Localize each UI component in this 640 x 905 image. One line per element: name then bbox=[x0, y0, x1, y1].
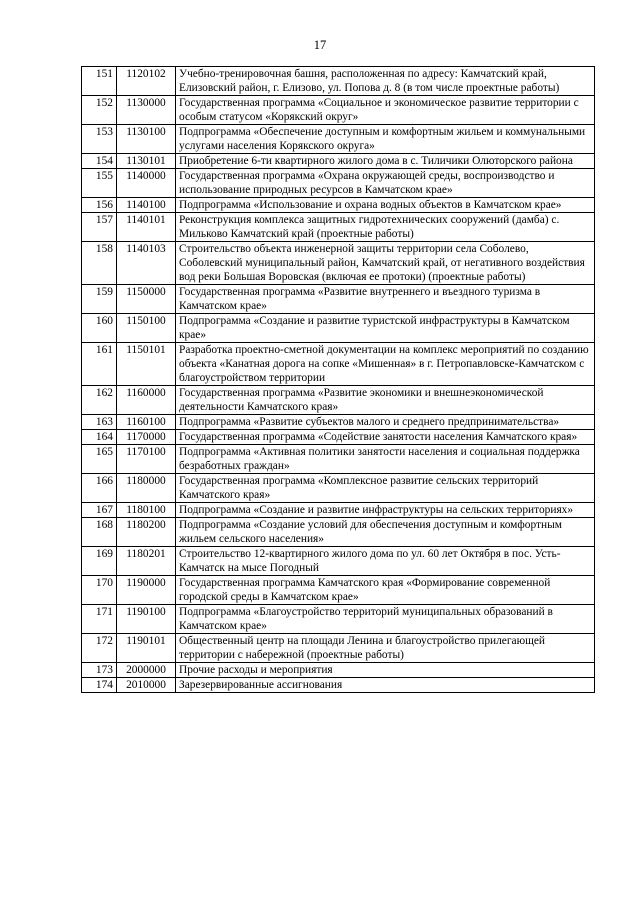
row-name: Подпрограмма «Создание и развитие туристской инфраструктуры в Камчатском крае» bbox=[176, 314, 595, 343]
table-row bbox=[82, 154, 595, 169]
row-number: 157 bbox=[82, 213, 117, 242]
row-code: 1190100 bbox=[117, 605, 176, 634]
table-row bbox=[82, 343, 595, 386]
table-row bbox=[82, 430, 595, 445]
row-code: 1180000 bbox=[117, 474, 176, 503]
table-row bbox=[82, 96, 595, 125]
row-number: 167 bbox=[82, 503, 117, 518]
table-row bbox=[82, 213, 595, 242]
row-number: 174 bbox=[82, 678, 117, 693]
row-name: Реконструкция комплекса защитных гидротехнических сооружений (дамба) с. Мильково Камчатский край (проектные работы) bbox=[176, 213, 595, 242]
row-number: 160 bbox=[82, 314, 117, 343]
table-row bbox=[82, 67, 595, 96]
row-code: 1170100 bbox=[117, 445, 176, 474]
row-code: 1130000 bbox=[117, 96, 176, 125]
row-code: 1140103 bbox=[117, 242, 176, 285]
row-name: Учебно-тренировочная башня, расположенная по адресу: Камчатский край, Елизовский район, г. Елизово, ул. Попова д. 8 (в том числе проектные работы) bbox=[176, 67, 595, 96]
row-number: 171 bbox=[82, 605, 117, 634]
table-row bbox=[82, 634, 595, 663]
row-code: 1180100 bbox=[117, 503, 176, 518]
row-code: 1130100 bbox=[117, 125, 176, 154]
row-name: Государственная программа «Охрана окружающей среды, воспроизводство и использование природных ресурсов в Камчатском крае» bbox=[176, 169, 595, 198]
row-name: Подпрограмма «Активная политики занятости населения и социальная поддержка безработных граждан» bbox=[176, 445, 595, 474]
row-code: 1170000 bbox=[117, 430, 176, 445]
row-name: Государственная программа «Развитие экономики и внешнеэкономической деятельности Камчатского края» bbox=[176, 386, 595, 415]
table-row bbox=[82, 198, 595, 213]
row-name: Общественный центр на площади Ленина и благоустройство прилегающей территории с набережной (проектные работы) bbox=[176, 634, 595, 663]
row-code: 1160000 bbox=[117, 386, 176, 415]
row-name: Государственная программа «Комплексное развитие сельских территорий Камчатского края» bbox=[176, 474, 595, 503]
table-row bbox=[82, 605, 595, 634]
row-name: Строительство 12-квартирного жилого дома по ул. 60 лет Октября в пос. Усть-Камчатск на мысе Погодный bbox=[176, 547, 595, 576]
row-code: 1180200 bbox=[117, 518, 176, 547]
row-number: 158 bbox=[82, 242, 117, 285]
row-number: 170 bbox=[82, 576, 117, 605]
row-name: Разработка проектно-сметной документации на комплекс мероприятий по созданию объекта «Канатная дорога на сопке «Мишенная» в г. Петропавловске-Камчатском с благоустройством территории bbox=[176, 343, 595, 386]
row-name: Государственная программа «Развитие внутреннего и въездного туризма в Камчатском крае» bbox=[176, 285, 595, 314]
row-number: 164 bbox=[82, 430, 117, 445]
row-name: Подпрограмма «Создание условий для обеспечения доступным и комфортным жильем сельского населения» bbox=[176, 518, 595, 547]
table-row bbox=[82, 415, 595, 430]
row-code: 1180201 bbox=[117, 547, 176, 576]
table-row bbox=[82, 547, 595, 576]
budget-table-body bbox=[82, 67, 595, 693]
row-number: 153 bbox=[82, 125, 117, 154]
row-number: 165 bbox=[82, 445, 117, 474]
table-row bbox=[82, 169, 595, 198]
row-number: 159 bbox=[82, 285, 117, 314]
row-number: 163 bbox=[82, 415, 117, 430]
table-row bbox=[82, 445, 595, 474]
row-number: 166 bbox=[82, 474, 117, 503]
table-row bbox=[82, 386, 595, 415]
row-name: Подпрограмма «Благоустройство территорий муниципальных образований в Камчатском крае» bbox=[176, 605, 595, 634]
row-number: 172 bbox=[82, 634, 117, 663]
table-row bbox=[82, 285, 595, 314]
row-code: 1150101 bbox=[117, 343, 176, 386]
table-row bbox=[82, 576, 595, 605]
row-name: Подпрограмма «Создание и развитие инфраструктуры на сельских территориях» bbox=[176, 503, 595, 518]
table-row bbox=[82, 503, 595, 518]
row-code: 1150000 bbox=[117, 285, 176, 314]
row-number: 173 bbox=[82, 663, 117, 678]
row-code: 1150100 bbox=[117, 314, 176, 343]
row-name: Государственная программа Камчатского края «Формирование современной городской среды в Камчатском крае» bbox=[176, 576, 595, 605]
row-name: Зарезервированные ассигнования bbox=[176, 678, 595, 693]
row-number: 169 bbox=[82, 547, 117, 576]
table-row bbox=[82, 474, 595, 503]
row-code: 1190000 bbox=[117, 576, 176, 605]
row-name: Государственная программа «Содействие занятости населения Камчатского края» bbox=[176, 430, 595, 445]
row-number: 154 bbox=[82, 154, 117, 169]
row-number: 151 bbox=[82, 67, 117, 96]
row-number: 155 bbox=[82, 169, 117, 198]
row-code: 1130101 bbox=[117, 154, 176, 169]
table-row bbox=[82, 125, 595, 154]
table-row bbox=[82, 314, 595, 343]
table-row bbox=[82, 242, 595, 285]
row-name: Прочие расходы и мероприятия bbox=[176, 663, 595, 678]
row-name: Подпрограмма «Использование и охрана водных объектов в Камчатском крае» bbox=[176, 198, 595, 213]
row-number: 161 bbox=[82, 343, 117, 386]
row-code: 1120102 bbox=[117, 67, 176, 96]
row-code: 1140000 bbox=[117, 169, 176, 198]
table-row bbox=[82, 663, 595, 678]
row-code: 1140100 bbox=[117, 198, 176, 213]
page-number: 17 bbox=[313, 38, 327, 52]
row-number: 152 bbox=[82, 96, 117, 125]
row-code: 2010000 bbox=[117, 678, 176, 693]
row-name: Государственная программа «Социальное и экономическое развитие территории с особым статусом «Корякский округ» bbox=[176, 96, 595, 125]
row-name: Строительство объекта инженерной защиты территории села Соболево, Соболевский муниципальный район, Камчатский край, от негативного воздействия вод реки Большая Воровская (включая ее протоки) (проектные работы) bbox=[176, 242, 595, 285]
table-row bbox=[82, 678, 595, 693]
row-name: Подпрограмма «Развитие субъектов малого и среднего предпринимательства» bbox=[176, 415, 595, 430]
row-name: Приобретение 6-ти квартирного жилого дома в с. Тиличики Олюторского района bbox=[176, 154, 595, 169]
row-name: Подпрограмма «Обеспечение доступным и комфортным жильем и коммунальными услугами населения Корякского округа» bbox=[176, 125, 595, 154]
row-code: 1190101 bbox=[117, 634, 176, 663]
row-code: 1140101 bbox=[117, 213, 176, 242]
table-row bbox=[82, 518, 595, 547]
row-number: 162 bbox=[82, 386, 117, 415]
row-code: 1160100 bbox=[117, 415, 176, 430]
row-number: 156 bbox=[82, 198, 117, 213]
budget-table bbox=[81, 66, 595, 693]
row-code: 2000000 bbox=[117, 663, 176, 678]
row-number: 168 bbox=[82, 518, 117, 547]
